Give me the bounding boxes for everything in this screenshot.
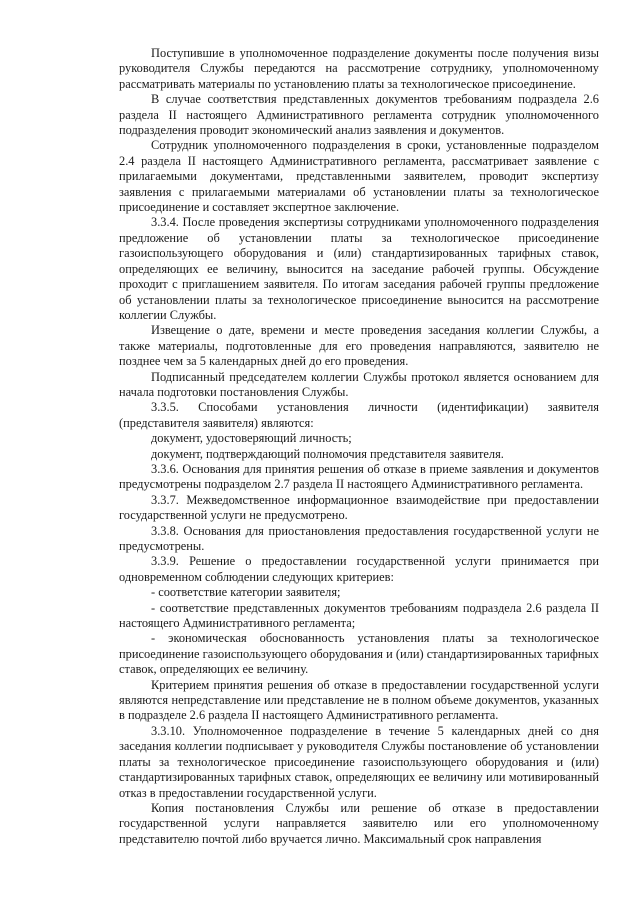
paragraph-3-3-6: 3.3.6. Основания для принятия решения об отказе в приеме заявления и документов предусмотрены подразделом 2.7 раздела II настоящего Административного регламента. [119, 461, 599, 492]
paragraph-3-3-9: 3.3.9. Решение о предоставлении государственной услуги принимается при одновременном соблюдении следующих критериев: [119, 554, 599, 584]
document-body [119, 46, 599, 847]
paragraph-refusal-criterion: Критерием принятия решения об отказе в предоставлении государственной услуги являются непредставление или представление не в полном объеме документов, указанных в подразделе 2.6 раздела II настоящего Административного регламента. [119, 677, 599, 723]
list-item-identity-document: документ, удостоверяющий личность; [151, 431, 352, 446]
paragraph-expert-review: Сотрудник уполномоченного подразделения в сроки, установленные подразделом 2.4 раздела II настоящего Административного регламента, рассматривает заявление с прилагаемыми документами, представленными заявителем, проводит экспертизу заявления с прилагаемыми материалами об установлении платы за технологическое присоединение и составляет экспертное заключение. [119, 138, 599, 215]
paragraph-3-3-8: 3.3.8. Основания для приостановления предоставления государственной услуги не предусмотрены. [119, 523, 599, 553]
list-item-criterion-category: - соответствие категории заявителя; [151, 585, 341, 600]
paragraph-meeting-notice: Извещение о дате, времени и месте проведения заседания коллегии Службы, а также материалы, подготовленные для его проведения направляются, заявителю не позднее чем за 5 календарных дней до его проведения. [119, 323, 599, 369]
paragraph-3-3-10: 3.3.10. Уполномоченное подразделение в течение 5 календарных дней со дня заседания коллегии подписывает у руководителя Службы постановление об установлении платы за технологическое присоединение газоиспользующего оборудования и (или) стандартизированных тарифных ставок, определяющих ее величину или мотивированный отказ в предоставлении государственной услуги. [119, 723, 599, 800]
paragraph-3-3-4: 3.3.4. После проведения экспертизы сотрудниками уполномоченного подразделения предложение об установлении платы за технологическое присоединение газоиспользующего оборудования и (или) стандартизированных тарифных ставок, определяющих ее величину, выносится на заседание рабочей группы. Обсуждение проходит с приглашением заявителя. По итогам заседания рабочей группы предложение об установлении платы за технологическое присоединение выносится на рассмотрение коллегии Службы. [119, 215, 599, 322]
list-item-criterion-economic: - экономическая обоснованность установления платы за технологическое присоединение газоиспользующего оборудования и (или) стандартизированных тарифных ставок, определяющих ее величину. [119, 631, 599, 677]
paragraph-documents-transfer: Поступившие в уполномоченное подразделение документы после получения визы руководителя Службы передаются на рассмотрение сотруднику, уполномоченному рассматривать материалы по установлению платы за технологическое присоединение. [119, 46, 599, 91]
paragraph-economic-analysis: В случае соответствия представленных документов требованиям подраздела 2.6 раздела II настоящего Административного регламента сотрудник уполномоченного подразделения проводит экономический анализ заявления и документов. [119, 92, 599, 138]
paragraph-protocol: Подписанный председателем коллегии Службы протокол является основанием для начала подготовки постановления Службы. [119, 369, 599, 399]
paragraph-3-3-5: 3.3.5. Способами установления личности (идентификации) заявителя (представителя заявителя) являются: [119, 400, 599, 430]
paragraph-copy-delivery: Копия постановления Службы или решение об отказе в предоставлении государственной услуги направляется заявителю или его уполномоченному представителю почтой либо вручается лично. Максимальный срок направления [119, 800, 599, 846]
list-item-authority-document: документ, подтверждающий полномочия представителя заявителя. [151, 446, 504, 461]
paragraph-3-3-7: 3.3.7. Межведомственное информационное взаимодействие при предоставлении государственной услуги не предусмотрено. [119, 492, 599, 523]
list-item-criterion-documents: - соответствие представленных документов требованиям подраздела 2.6 раздела II настоящего Административного регламента; [119, 600, 599, 631]
